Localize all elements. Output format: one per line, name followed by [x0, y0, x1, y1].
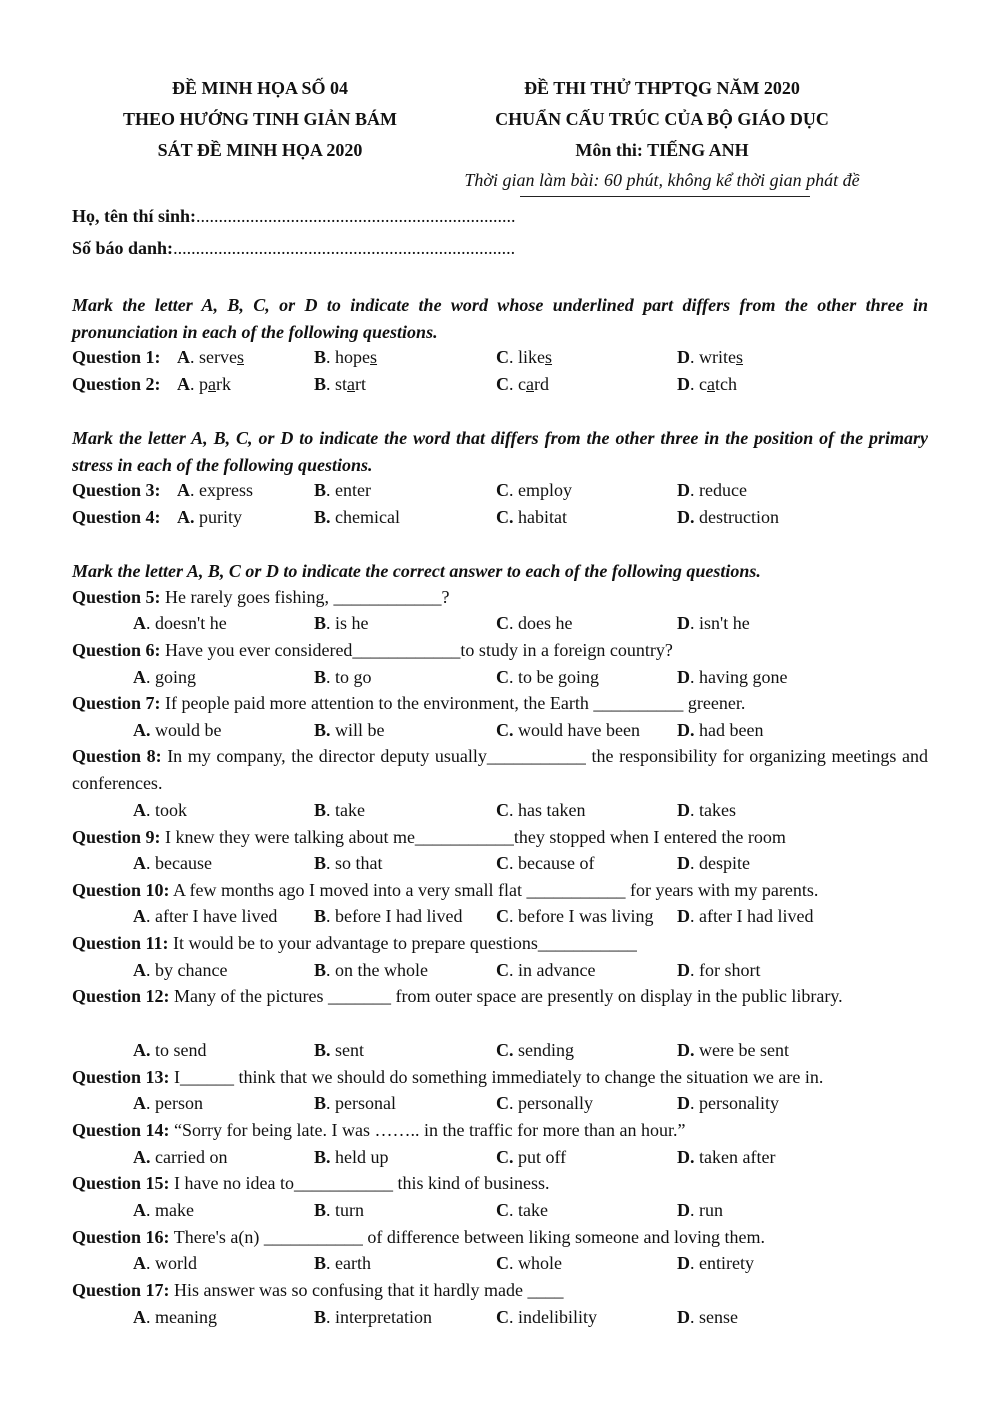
- q12-option-c[interactable]: C. sending: [496, 1040, 574, 1060]
- question-stem: He rarely goes fishing, ____________?: [165, 587, 450, 607]
- q1-option-d[interactable]: D. writes: [677, 347, 743, 367]
- question-label: Question 9:: [72, 827, 161, 847]
- q9-option-a[interactable]: A. because: [133, 853, 212, 873]
- question-label: Question 16:: [72, 1227, 170, 1247]
- question-5: [72, 587, 928, 608]
- question-label: Question 1:: [72, 347, 161, 367]
- q15-option-c[interactable]: C. take: [496, 1200, 548, 1220]
- question-17: [72, 1280, 928, 1301]
- q8-option-c[interactable]: C. has taken: [496, 800, 586, 820]
- q6-option-b[interactable]: B. to go: [314, 667, 372, 687]
- question-stem: His answer was so confusing that it hardly made ____: [174, 1280, 564, 1300]
- q12-option-a[interactable]: A. to send: [133, 1040, 207, 1060]
- q11-option-a[interactable]: A. by chance: [133, 960, 228, 980]
- q15-option-d[interactable]: D. run: [677, 1200, 723, 1220]
- candidate-name-field[interactable]: [72, 206, 516, 227]
- q16-option-c[interactable]: C. whole: [496, 1253, 562, 1273]
- header-divider: [520, 196, 810, 197]
- q5-option-c[interactable]: C. does he: [496, 613, 573, 633]
- q4-option-d[interactable]: D. destruction: [677, 507, 779, 527]
- question-stem: In my company, the director deputy usually___________ the responsibility for organizing meetings and conferences.: [72, 746, 929, 793]
- q6-option-a[interactable]: A. going: [133, 667, 197, 687]
- question-stem: Have you ever considered____________to study in a foreign country?: [165, 640, 673, 660]
- question-stem: Many of the pictures _______ from outer space are presently on display in the public library.: [174, 986, 843, 1006]
- candidate-name-dots: .......................................................................: [196, 206, 516, 226]
- question-label: Question 15:: [72, 1173, 170, 1193]
- q6-option-c[interactable]: C. to be going: [496, 667, 599, 687]
- q11-option-c[interactable]: C. in advance: [496, 960, 596, 980]
- q17-option-a[interactable]: A. meaning: [133, 1307, 217, 1327]
- question-label: Question 10:: [72, 880, 170, 900]
- candidate-id-dots: ............................................................................: [173, 238, 516, 258]
- stress-instructions: Mark the letter A, B, C, or D to indicate the word that differs from the other three in the position of the primary stress in each of the following questions.: [72, 428, 928, 475]
- question-label: Question 5:: [72, 587, 161, 607]
- q3-option-a[interactable]: A. express: [177, 480, 253, 500]
- question-stem: I knew they were talking about me___________they stopped when I entered the room: [165, 827, 786, 847]
- q1-option-a[interactable]: A. serves: [177, 347, 244, 367]
- q2-option-c[interactable]: C. card: [496, 374, 549, 394]
- question-10: [72, 880, 928, 901]
- candidate-id-field[interactable]: [72, 238, 515, 259]
- header-left-line-2: THEO HƯỚNG TINH GIẢN BÁM: [122, 109, 398, 129]
- question-stem: There's a(n) ___________ of difference between liking someone and loving them.: [173, 1227, 765, 1247]
- q14-option-a[interactable]: A. carried on: [133, 1147, 228, 1167]
- question-label: Question 7:: [72, 693, 161, 713]
- q5-option-b[interactable]: B. is he: [314, 613, 369, 633]
- q7-option-a[interactable]: A. would be: [133, 720, 222, 740]
- answer-instructions: Mark the letter A, B, C or D to indicate the correct answer to each of the following questions.: [72, 561, 761, 581]
- q1-option-c[interactable]: C. likes: [496, 347, 553, 367]
- q9-option-b[interactable]: B. so that: [314, 853, 383, 873]
- q2-option-a[interactable]: A. park: [177, 374, 231, 394]
- q3-option-c[interactable]: C. employ: [496, 480, 572, 500]
- q15-option-a[interactable]: A. make: [133, 1200, 194, 1220]
- question-label: Question 4:: [72, 507, 161, 527]
- q10-option-d[interactable]: D. after I had lived: [677, 906, 814, 926]
- q10-option-b[interactable]: B. before I had lived: [314, 906, 463, 926]
- q13-option-c[interactable]: C. personally: [496, 1093, 593, 1113]
- question-stem: A few months ago I moved into a very small flat ___________ for years with my parents.: [173, 880, 819, 900]
- q11-option-d[interactable]: D. for short: [677, 960, 761, 980]
- question-7: [72, 693, 928, 714]
- header-right-line-2: CHUẨN CẤU TRÚC CỦA BỘ GIÁO DỤC: [495, 109, 829, 129]
- q14-option-b[interactable]: B. held up: [314, 1147, 389, 1167]
- header-right-line-1: ĐỀ THI THỬ THPTQG NĂM 2020: [524, 78, 800, 98]
- question-label: Question 3:: [72, 480, 161, 500]
- q17-option-d[interactable]: D. sense: [677, 1307, 738, 1327]
- q11-option-b[interactable]: B. on the whole: [314, 960, 428, 980]
- question-stem: It would be to your advantage to prepare questions___________: [173, 933, 637, 953]
- q15-option-b[interactable]: B. turn: [314, 1200, 365, 1220]
- question-label: Question 12:: [72, 986, 170, 1006]
- pronunciation-instructions: Mark the letter A, B, C, or D to indicate the word whose underlined part differs from the other three in pronunciation in each of the following questions.: [72, 295, 928, 342]
- header-left-line-3: SÁT ĐỀ MINH HỌA 2020: [157, 140, 363, 160]
- candidate-name-label: Họ, tên thí sinh:: [72, 206, 197, 226]
- question-label: Question 13:: [72, 1067, 170, 1087]
- q10-option-a[interactable]: A. after I have lived: [133, 906, 278, 926]
- question-14: [72, 1120, 928, 1141]
- q14-option-d[interactable]: D. taken after: [677, 1147, 776, 1167]
- question-12: [72, 983, 928, 1010]
- question-label: Question 11:: [72, 933, 169, 953]
- q7-option-b[interactable]: B. will be: [314, 720, 385, 740]
- question-label: Question 6:: [72, 640, 161, 660]
- question-stem: If people paid more attention to the environment, the Earth __________ greener.: [165, 693, 746, 713]
- question-stem: “Sorry for being late. I was …….. in the traffic for more than an hour.”: [174, 1120, 686, 1140]
- q13-option-d[interactable]: D. personality: [677, 1093, 779, 1113]
- q2-option-b[interactable]: B. start: [314, 374, 367, 394]
- q3-option-d[interactable]: D. reduce: [677, 480, 747, 500]
- q7-option-c[interactable]: C. would have been: [496, 720, 640, 740]
- q16-option-a[interactable]: A. world: [133, 1253, 197, 1273]
- q4-option-a[interactable]: A. purity: [177, 507, 242, 527]
- q5-option-d[interactable]: D. isn't he: [677, 613, 750, 633]
- q5-option-a[interactable]: A. doesn't he: [133, 613, 227, 633]
- q9-option-c[interactable]: C. because of: [496, 853, 595, 873]
- header-left-line-1: ĐỀ MINH HỌA SỐ 04: [171, 78, 349, 98]
- question-label: Question 14:: [72, 1120, 170, 1140]
- q16-option-b[interactable]: B. earth: [314, 1253, 371, 1273]
- question-11: [72, 933, 928, 954]
- q12-option-d[interactable]: D. were be sent: [677, 1040, 789, 1060]
- q12-option-b[interactable]: B. sent: [314, 1040, 365, 1060]
- question-stem: I have no idea to___________ this kind of business.: [174, 1173, 550, 1193]
- question-13: [72, 1067, 928, 1088]
- q4-option-b[interactable]: B. chemical: [314, 507, 400, 527]
- q8-option-a[interactable]: A. took: [133, 800, 188, 820]
- q1-option-b[interactable]: B. hopes: [314, 347, 378, 367]
- q9-option-d[interactable]: D. despite: [677, 853, 750, 873]
- question-stem: I______ think that we should do something immediately to change the situation we are in.: [174, 1067, 824, 1087]
- question-16: [72, 1227, 928, 1248]
- q14-option-c[interactable]: C. put off: [496, 1147, 567, 1167]
- question-15: [72, 1173, 928, 1194]
- question-8: [72, 743, 928, 797]
- q7-option-d[interactable]: D. had been: [677, 720, 764, 740]
- header-right-line-3: Môn thi: TIẾNG ANH: [575, 140, 749, 160]
- q13-option-a[interactable]: A. person: [133, 1093, 203, 1113]
- exam-time-note: Thời gian làm bài: 60 phút, không kể thời gian phát đề: [464, 170, 860, 190]
- question-label: Question 2:: [72, 374, 161, 394]
- question-label: Question 17:: [72, 1280, 170, 1300]
- question-9: [72, 827, 928, 848]
- q3-option-b[interactable]: B. enter: [314, 480, 371, 500]
- question-6: [72, 640, 928, 661]
- q4-option-c[interactable]: C. habitat: [496, 507, 567, 527]
- q6-option-d[interactable]: D. having gone: [677, 667, 788, 687]
- q2-option-d[interactable]: D. catch: [677, 374, 737, 394]
- q16-option-d[interactable]: D. entirety: [677, 1253, 754, 1273]
- q13-option-b[interactable]: B. personal: [314, 1093, 396, 1113]
- q10-option-c[interactable]: C. before I was living: [496, 906, 654, 926]
- q8-option-b[interactable]: B. take: [314, 800, 365, 820]
- q17-option-c[interactable]: C. indelibility: [496, 1307, 597, 1327]
- q17-option-b[interactable]: B. interpretation: [314, 1307, 432, 1327]
- candidate-id-label: Số báo danh:: [72, 238, 174, 258]
- q8-option-d[interactable]: D. takes: [677, 800, 736, 820]
- question-label: Question 8:: [72, 746, 162, 766]
